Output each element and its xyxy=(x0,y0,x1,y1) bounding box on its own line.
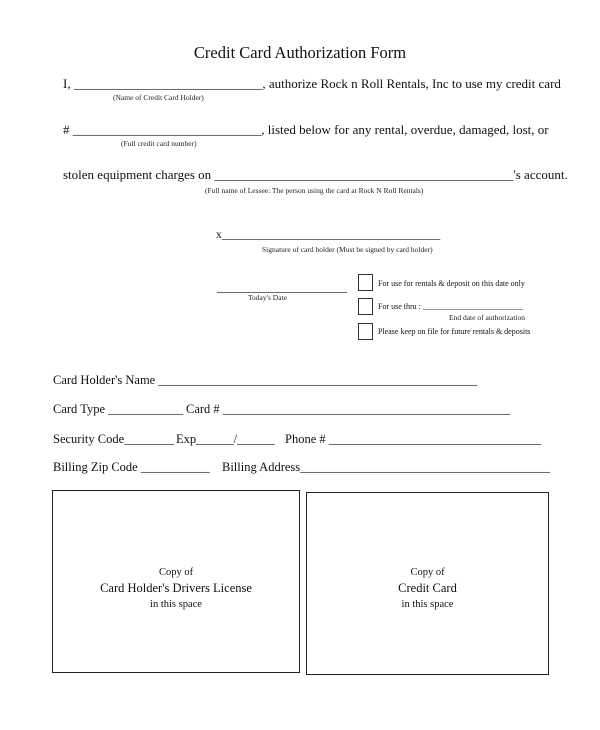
card-number-blank[interactable]: _____________________________ xyxy=(72,122,262,137)
license-box-bottom-text: in this space xyxy=(150,599,202,610)
cardholder-name-caption: (Name of Credit Card Holder) xyxy=(113,93,204,102)
credit-card-copy-box xyxy=(306,492,549,675)
option-label-use-thru: For use thru : _________________________ xyxy=(378,302,523,311)
authorization-line-2 xyxy=(63,122,549,138)
option-checkbox-use-thru[interactable] xyxy=(358,298,373,315)
billing-zip-field[interactable]: Billing Zip Code ___________ xyxy=(53,460,210,474)
license-box-main-text: Card Holder's Drivers License xyxy=(100,581,252,595)
option-checkbox-this-date[interactable] xyxy=(358,274,373,291)
billing-address-field[interactable]: Billing Address________________________________________ xyxy=(222,460,551,474)
phone-field[interactable]: Phone # __________________________________ xyxy=(285,432,542,446)
form-title: Credit Card Authorization Form xyxy=(193,43,407,62)
option-label-keep-on-file: Please keep on file for future rentals & deposits xyxy=(378,327,531,336)
line3-suffix: 's account. xyxy=(513,167,568,182)
todays-date-caption: Today's Date xyxy=(248,293,287,302)
license-box-top-text: Copy of xyxy=(158,567,194,578)
lessee-name-blank[interactable]: ______________________________________________ xyxy=(214,167,514,182)
card-box-bottom-text: in this space xyxy=(401,599,454,610)
card-type-field[interactable]: Card Type ____________ xyxy=(53,402,184,416)
card-number-caption: (Full credit card number) xyxy=(121,139,197,148)
todays-date-field[interactable]: ____________________ xyxy=(217,279,347,294)
line1-suffix: , authorize Rock n Roll Rentals, Inc to use my credit card xyxy=(262,76,561,91)
card-holder-name-field[interactable]: Card Holder's Name ___________________________________________________ xyxy=(53,373,478,387)
signature-caption: Signature of card holder (Must be signed by card holder) xyxy=(262,245,433,254)
authorization-line-1 xyxy=(63,76,561,92)
security-code-field[interactable]: Security Code________ xyxy=(53,432,175,446)
option-label-this-date: For use for rentals & deposit on this date only xyxy=(378,279,525,288)
signature-field[interactable]: x______________________________________ xyxy=(216,229,441,241)
expiration-field[interactable]: Exp______/______ xyxy=(176,432,275,446)
lessee-name-caption: (Full name of Lessee: The person using the card at Rock N Roll Rentals) xyxy=(205,186,424,195)
line3-prefix: stolen equipment charges on xyxy=(63,167,212,182)
line1-prefix: I, xyxy=(63,76,71,91)
option-checkbox-keep-on-file[interactable] xyxy=(358,323,373,340)
line2-suffix: , listed below for any rental, overdue, damaged, lost, or xyxy=(261,122,549,137)
authorization-line-3 xyxy=(63,167,568,183)
drivers-license-copy-box xyxy=(52,490,300,673)
cardholder-name-blank[interactable]: _____________________________ xyxy=(73,76,263,91)
card-number-field[interactable]: Card # ______________________________________________ xyxy=(186,402,511,416)
card-box-main-text: Credit Card xyxy=(398,581,457,595)
card-box-top-text: Copy of xyxy=(410,567,445,578)
end-date-caption: End date of authorization xyxy=(449,313,526,322)
line2-prefix: # xyxy=(63,122,70,137)
